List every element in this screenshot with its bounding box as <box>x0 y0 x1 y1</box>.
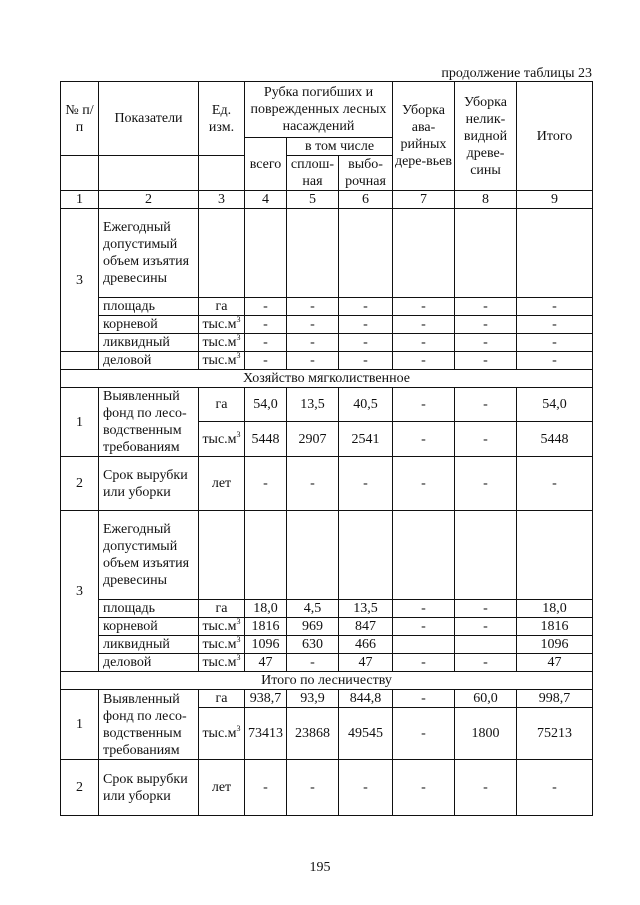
colnum: 1 <box>61 191 99 209</box>
value-cell <box>455 636 517 654</box>
value-cell: 13,5 <box>339 600 393 618</box>
value-cell: - <box>517 457 593 511</box>
header-clear: сплош-ная <box>287 156 339 191</box>
row-number: 3 <box>61 511 99 672</box>
row-number: 2 <box>61 457 99 511</box>
header-nonliquid: Уборка нелик-видной древе-сины <box>455 82 517 191</box>
unit-text: тыс.м <box>202 637 237 652</box>
value-cell: 73413 <box>245 708 287 760</box>
cell <box>61 352 99 370</box>
value-cell: - <box>339 298 393 316</box>
cell <box>245 209 287 298</box>
value-cell: - <box>455 298 517 316</box>
value-cell: - <box>517 316 593 334</box>
value-cell: - <box>455 654 517 672</box>
value-cell: 1800 <box>455 708 517 760</box>
value-cell: - <box>287 334 339 352</box>
section-title: Итого по лесничеству <box>61 672 593 690</box>
unit-sup: 3 <box>236 724 241 733</box>
cell <box>455 511 517 600</box>
value-cell: 47 <box>339 654 393 672</box>
cell <box>199 209 245 298</box>
header-num: № п/п <box>61 82 99 156</box>
value-cell: - <box>393 690 455 708</box>
unit-cell: га <box>199 388 245 422</box>
value-cell: 49545 <box>339 708 393 760</box>
value-cell: 2541 <box>339 422 393 457</box>
value-cell: - <box>455 352 517 370</box>
indicator-term: Срок вырубки или уборки <box>99 760 199 816</box>
cell <box>455 209 517 298</box>
value-cell: - <box>393 316 455 334</box>
value-cell: - <box>393 457 455 511</box>
value-cell: 54,0 <box>517 388 593 422</box>
forest-felling-table <box>60 81 593 816</box>
row-number: 2 <box>61 760 99 816</box>
unit-sup: 3 <box>236 351 241 360</box>
unit-cell: га <box>199 298 245 316</box>
colnum: 2 <box>99 191 199 209</box>
value-cell: - <box>455 334 517 352</box>
value-cell: - <box>393 388 455 422</box>
unit-sup: 3 <box>236 653 241 662</box>
unit-sup: 3 <box>236 333 241 342</box>
value-cell: 1096 <box>245 636 287 654</box>
header-empty <box>199 156 245 191</box>
cell <box>199 511 245 600</box>
indicator-fund: Выявленный фонд по лесо-водственным требованиям <box>99 690 199 760</box>
value-cell: - <box>517 298 593 316</box>
value-cell: - <box>245 352 287 370</box>
value-cell: - <box>393 334 455 352</box>
value-cell: 998,7 <box>517 690 593 708</box>
header-empty <box>99 156 199 191</box>
cell <box>393 209 455 298</box>
value-cell: 54,0 <box>245 388 287 422</box>
value-cell: - <box>287 316 339 334</box>
cell <box>339 209 393 298</box>
value-cell: 844,8 <box>339 690 393 708</box>
indicator-business: деловой <box>99 654 199 672</box>
header-indicator: Показатели <box>99 82 199 156</box>
page-number: 195 <box>309 860 331 875</box>
colnum: 8 <box>455 191 517 209</box>
value-cell: - <box>245 760 287 816</box>
unit-cell <box>199 316 245 334</box>
cell <box>339 511 393 600</box>
colnum: 5 <box>287 191 339 209</box>
value-cell: 23868 <box>287 708 339 760</box>
value-cell: - <box>339 760 393 816</box>
value-cell: 93,9 <box>287 690 339 708</box>
value-cell: 630 <box>287 636 339 654</box>
header-emergency: Уборка ава-рийных дере-вьев <box>393 82 455 191</box>
value-cell: - <box>455 422 517 457</box>
unit-cell: га <box>199 690 245 708</box>
unit-sup: 3 <box>236 617 241 626</box>
value-cell: 4,5 <box>287 600 339 618</box>
colnum: 4 <box>245 191 287 209</box>
value-cell: - <box>393 352 455 370</box>
unit-cell <box>199 618 245 636</box>
cell <box>517 209 593 298</box>
value-cell: - <box>245 316 287 334</box>
value-cell: - <box>287 298 339 316</box>
value-cell: 1096 <box>517 636 593 654</box>
value-cell: - <box>245 298 287 316</box>
value-cell: 47 <box>517 654 593 672</box>
value-cell: 5448 <box>245 422 287 457</box>
unit-cell: лет <box>199 457 245 511</box>
value-cell: - <box>393 600 455 618</box>
value-cell: - <box>393 760 455 816</box>
value-cell: 47 <box>245 654 287 672</box>
header-felling: Рубка погибших и поврежденных лесных насаждений <box>245 82 393 138</box>
value-cell: 75213 <box>517 708 593 760</box>
value-cell: 2907 <box>287 422 339 457</box>
value-cell: - <box>455 760 517 816</box>
unit-cell: га <box>199 600 245 618</box>
unit-text: тыс.м <box>202 353 237 368</box>
value-cell: 969 <box>287 618 339 636</box>
unit-cell <box>199 352 245 370</box>
value-cell: - <box>287 457 339 511</box>
unit-cell <box>199 422 245 457</box>
value-cell: - <box>287 352 339 370</box>
indicator-root: корневой <box>99 316 199 334</box>
value-cell: 40,5 <box>339 388 393 422</box>
value-cell: - <box>517 352 593 370</box>
value-cell: - <box>517 760 593 816</box>
value-cell: - <box>455 388 517 422</box>
value-cell: 13,5 <box>287 388 339 422</box>
indicator-term: Срок вырубки или уборки <box>99 457 199 511</box>
unit-cell <box>199 708 245 760</box>
value-cell <box>393 636 455 654</box>
value-cell: - <box>393 422 455 457</box>
value-cell: - <box>455 457 517 511</box>
row-number: 1 <box>61 690 99 760</box>
unit-cell <box>199 636 245 654</box>
value-cell: - <box>455 316 517 334</box>
value-cell: 938,7 <box>245 690 287 708</box>
colnum: 3 <box>199 191 245 209</box>
indicator-area: площадь <box>99 298 199 316</box>
value-cell: - <box>245 457 287 511</box>
indicator-liquid: ликвидный <box>99 334 199 352</box>
value-cell: - <box>393 708 455 760</box>
cell <box>517 511 593 600</box>
unit-text: тыс.м <box>202 317 237 332</box>
value-cell: 847 <box>339 618 393 636</box>
unit-sup: 3 <box>236 429 241 439</box>
row-number: 1 <box>61 388 99 457</box>
continuation-caption: продолжение таблицы 23 <box>441 66 592 81</box>
indicator-annual: Ежегодный допустимый объем изъятия древесины <box>99 511 199 600</box>
colnum: 6 <box>339 191 393 209</box>
cell <box>393 511 455 600</box>
unit-text: тыс.м <box>202 619 237 634</box>
indicator-annual: Ежегодный допустимый объем изъятия древесины <box>99 209 199 298</box>
value-cell: 60,0 <box>455 690 517 708</box>
indicator-liquid: ликвидный <box>99 636 199 654</box>
header-itogo: Итого <box>517 82 593 191</box>
value-cell: - <box>287 760 339 816</box>
value-cell: - <box>393 298 455 316</box>
value-cell: 18,0 <box>517 600 593 618</box>
unit-sup: 3 <box>236 635 241 644</box>
value-cell: 466 <box>339 636 393 654</box>
value-cell: 1816 <box>517 618 593 636</box>
value-cell: - <box>339 352 393 370</box>
indicator-root: корневой <box>99 618 199 636</box>
cell <box>287 209 339 298</box>
colnum: 7 <box>393 191 455 209</box>
value-cell: - <box>339 334 393 352</box>
unit-text: тыс.м <box>202 655 237 670</box>
indicator-area: площадь <box>99 600 199 618</box>
unit-sup: 3 <box>236 315 241 324</box>
value-cell: - <box>339 457 393 511</box>
header-select: выбо-рочная <box>339 156 393 191</box>
value-cell: - <box>393 654 455 672</box>
unit-cell <box>199 654 245 672</box>
value-cell: - <box>455 600 517 618</box>
unit-text: тыс.м <box>202 335 237 350</box>
value-cell: - <box>393 618 455 636</box>
value-cell: - <box>517 334 593 352</box>
header-empty <box>61 156 99 191</box>
colnum: 9 <box>517 191 593 209</box>
header-total: всего <box>245 138 287 191</box>
indicator-fund: Выявленный фонд по лесо-водственным требованиям <box>99 388 199 457</box>
value-cell: - <box>245 334 287 352</box>
row-number: 3 <box>61 209 99 352</box>
value-cell: - <box>287 654 339 672</box>
value-cell: - <box>455 618 517 636</box>
cell <box>287 511 339 600</box>
cell <box>245 511 287 600</box>
value-cell: 1816 <box>245 618 287 636</box>
header-unit: Ед. изм. <box>199 82 245 156</box>
section-title: Хозяйство мягколиственное <box>61 370 593 388</box>
unit-text: тыс.м <box>202 726 237 741</box>
value-cell: 18,0 <box>245 600 287 618</box>
header-incl: в том числе <box>287 138 393 156</box>
unit-cell <box>199 334 245 352</box>
indicator-business: деловой <box>99 352 199 370</box>
unit-text: тыс.м <box>202 431 237 447</box>
value-cell: - <box>339 316 393 334</box>
value-cell: 5448 <box>517 422 593 457</box>
unit-cell: лет <box>199 760 245 816</box>
